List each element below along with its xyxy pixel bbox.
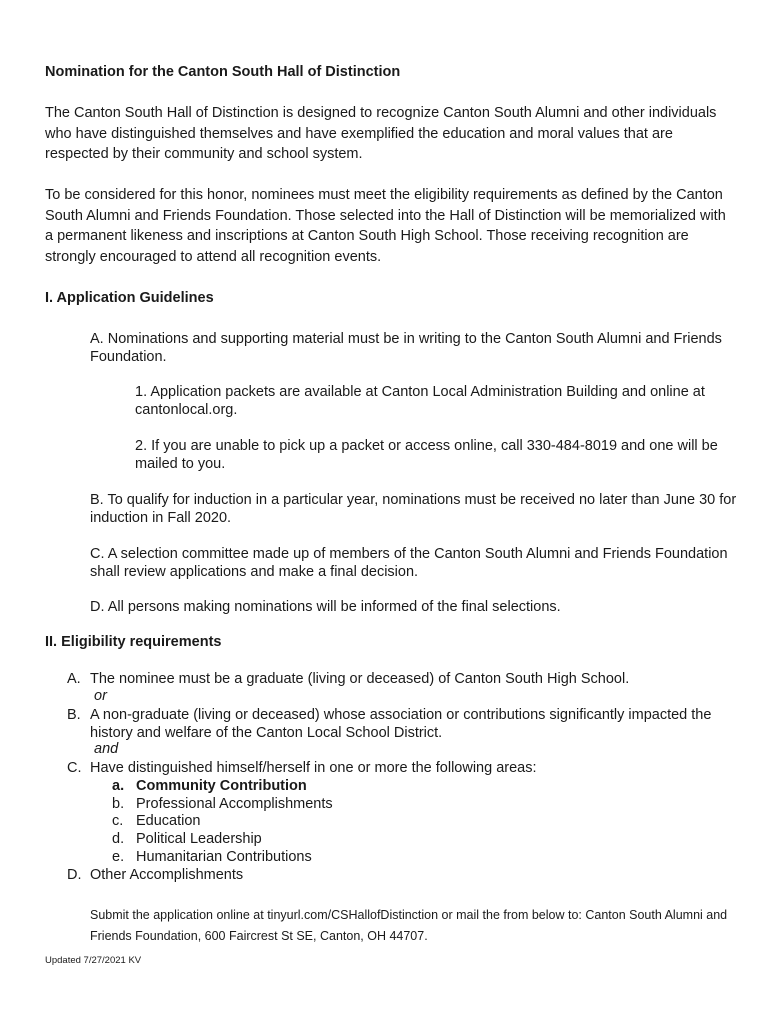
area-item-humanitarian-contributions xyxy=(0,848,770,866)
eligibility-item-a xyxy=(0,670,770,688)
section-heading-eligibility: II. Eligibility requirements xyxy=(45,634,222,650)
guideline-item-b: B. To qualify for induction in a particular year, nominations must be received no later than June 30 for induction in Fall 2020. xyxy=(90,492,737,526)
area-item-community-contribution xyxy=(0,777,770,795)
area-text: Professional Accomplishments xyxy=(136,796,333,812)
area-letter: d. xyxy=(112,831,125,847)
section-heading-application-guidelines: I. Application Guidelines xyxy=(45,290,214,306)
guideline-item-c: C. A selection committee made up of members of the Canton South Alumni and Friends Foundation shall review applications and make a final decision. xyxy=(90,546,728,580)
connector-or: or xyxy=(94,688,107,704)
eligibility-letter-d: D. xyxy=(67,867,82,883)
guideline-item-a-2: 2. If you are unable to pick up a packet or access online, call 330-484-8019 and one will be mailed to you. xyxy=(135,438,718,472)
area-letter: a. xyxy=(112,778,125,794)
eligibility-text-b: A non-graduate (living or deceased) whose association or contributions significantly impacted the history and welfare of the Canton Local School District. xyxy=(90,707,712,741)
area-text: Community Contribution xyxy=(136,778,307,794)
eligibility-text-d: Other Accomplishments xyxy=(90,867,244,883)
intro-paragraph-1: The Canton South Hall of Distinction is designed to recognize Canton South Alumni and other individuals who have distinguished themselves and have exemplified the education and moral values that are respected by their community and school system. xyxy=(45,105,717,162)
guideline-item-d: D. All persons making nominations will be informed of the final selections. xyxy=(90,599,561,615)
area-text: Education xyxy=(136,813,201,829)
area-item-professional-accomplishments xyxy=(0,795,770,813)
eligibility-text-a: The nominee must be a graduate (living or deceased) of Canton South High School. xyxy=(90,671,630,687)
eligibility-letter-b: B. xyxy=(67,707,81,723)
area-letter: c. xyxy=(112,813,124,829)
area-letter: e. xyxy=(112,849,125,865)
area-letter: b. xyxy=(112,796,125,812)
eligibility-item-c xyxy=(0,759,770,777)
area-text: Political Leadership xyxy=(136,831,262,847)
eligibility-item-d xyxy=(0,866,770,884)
document-title: Nomination for the Canton South Hall of Distinction xyxy=(45,64,401,80)
eligibility-item-b xyxy=(0,706,770,742)
eligibility-letter-c: C. xyxy=(67,760,82,776)
submission-instructions: Submit the application online at tinyurl.com/CSHallofDistinction or mail the from below to: Canton South Alumni and Friends Foundation, 600 Faircrest St SE, Canton, OH 44707. xyxy=(90,908,728,943)
guideline-item-a: A. Nominations and supporting material must be in writing to the Canton South Alumni and Friends Foundation. xyxy=(90,331,722,365)
eligibility-text-c: Have distinguished himself/herself in one or more the following areas: xyxy=(90,760,537,776)
updated-footer: Updated 7/27/2021 KV xyxy=(45,955,142,966)
area-item-political-leadership xyxy=(0,830,770,848)
guideline-item-a-1: 1. Application packets are available at Canton Local Administration Building and online at cantonlocal.org. xyxy=(135,384,705,418)
connector-and: and xyxy=(94,741,119,757)
eligibility-letter-a: A. xyxy=(67,671,81,687)
area-item-education xyxy=(0,812,770,830)
intro-paragraph-2: To be considered for this honor, nominees must meet the eligibility requirements as defined by the Canton South Alumni and Friends Foundation. Those selected into the Hall of Distinction will be memorialized with a permanent likeness and inscriptions at Canton South High School. Those receiving recognition are strongly encouraged to attend all recognition events. xyxy=(45,187,726,265)
area-text: Humanitarian Contributions xyxy=(136,849,312,865)
